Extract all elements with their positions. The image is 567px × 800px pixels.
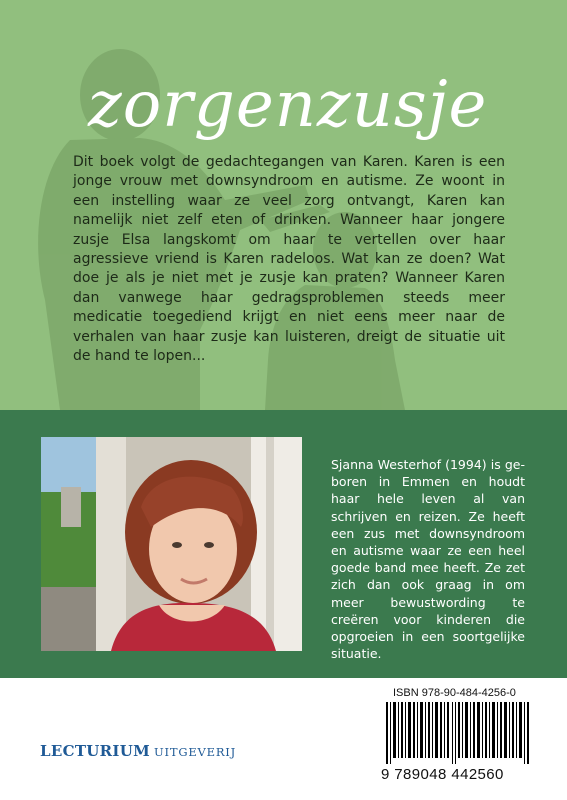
barcode-digits: 9 789048 442560 xyxy=(381,766,504,783)
author-photo xyxy=(41,437,302,651)
barcode-icon xyxy=(386,702,530,764)
publisher-name: LECTURIUM xyxy=(40,742,151,760)
author-bio: Sjanna Westerhof (1994) is geboren in Emmen en houdt haar hele leven al van schrijven en reizen. Ze heeft een zus met downsyndroom en autisme waar ze een heel goede band mee heeft. Ze zet zich dan ook graag in om meer bewustwording te creëren voor kinderen die opgroeien in een soortgelijke situatie. xyxy=(331,457,525,662)
publisher-logo xyxy=(40,741,236,760)
isbn-label: ISBN 978-90-484-4256-0 xyxy=(393,687,516,699)
book-title: zorgenzusje xyxy=(88,68,488,142)
publisher-subtitle: UITGEVERIJ xyxy=(154,745,237,759)
book-blurb: Dit boek volgt de gedachtegangen van Karen. Karen is een jonge vrouw met downsyndroom en autisme. Ze woont in een instelling waar ze veel zorg ontvangt, Karen kan namelijk niet zelf eten of drinken. Wanneer haar jongere zusje Elsa langskomt om haar te vertellen over haar agressieve vriend is Karen radeloos. Wat kan ze doen? Wat doe je als je niet met je zusje kan praten? Wanneer Karen dan vanwege haar gedragsproblemen steeds meer medicatie toegediend krijgt en niet eens meer naar de verhalen van haar zusje kan luisteren, dreigt de situatie uit de hand te lopen... xyxy=(73,154,505,365)
